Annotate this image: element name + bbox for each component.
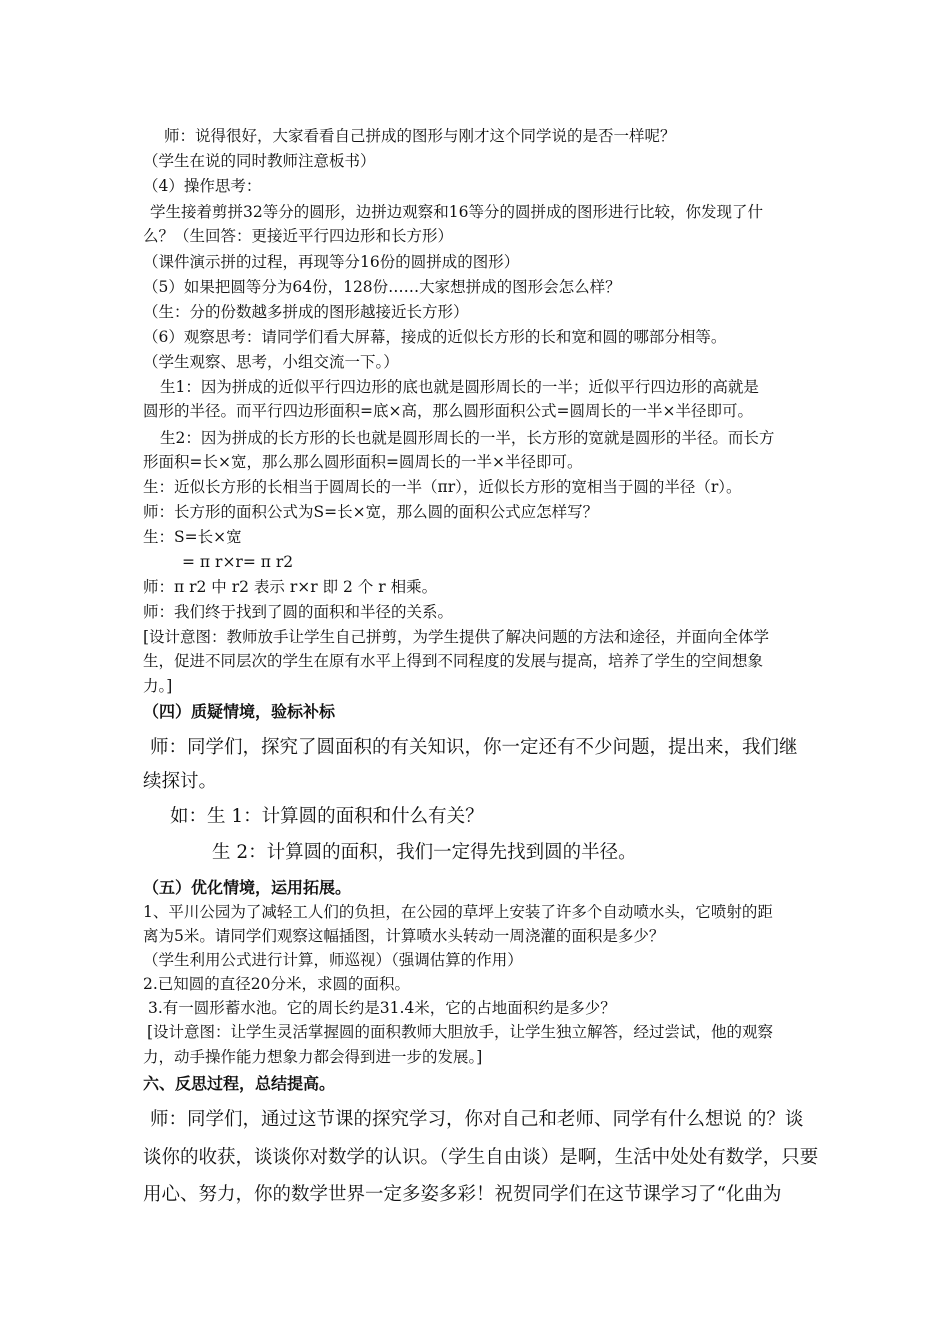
text-line: （学生利用公式进行计算，师巡视）（强调估算的作用） xyxy=(143,951,523,969)
text-line: 3.有一圆形蓄水池。它的周长约是31.4米，它的占地面积约是多少？ xyxy=(148,999,616,1017)
text-line: 力，动手操作能力想象力都会得到进一步的发展。] xyxy=(143,1048,483,1066)
text-line: 师：π r2 中 r2 表示 r×r 即 2 个 r 相乘。 xyxy=(143,578,438,596)
text-line: 生1：因为拼成的近似平行四边形的底也就是圆形周长的一半；近似平行四边形的高就是 xyxy=(160,378,759,396)
text-line: 形面积=长×宽，那么那么圆形面积=圆周长的一半×半径即可。 xyxy=(143,453,583,471)
text-line: （学生在说的同时教师注意板书） xyxy=(143,152,376,170)
text-line: [设计意图：让学生灵活掌握圆的面积教师大胆放手，让学生独立解答，经过尝试，他的观察 xyxy=(147,1023,774,1041)
text-line: 生：近似长方形的长相当于圆周长的一半（πr），近似长方形的宽相当于圆的半径（r）。 xyxy=(143,478,742,496)
text-line: 如：生 1：计算圆的面积和什么有关？ xyxy=(170,806,484,827)
text-line: 生，促进不同层次的学生在原有水平上得到不同程度的发展与提高，培养了学生的空间想象 xyxy=(143,652,764,670)
text-line: （5）如果把圆等分为64份，128份……大家想拼成的图形会怎么样？ xyxy=(143,278,621,296)
text-line: 力。] xyxy=(143,677,173,695)
text-line: 师：同学们，探究了圆面积的有关知识，你一定还有不少问题，提出来，我们继 xyxy=(150,737,798,758)
section-heading: 六、反思过程，总结提高。 xyxy=(143,1074,336,1093)
section-heading: （四）质疑情境，验标补标 xyxy=(143,702,336,721)
text-line: 离为5米。请同学们观察这幅插图，计算喷水头转动一周浇灌的面积是多少？ xyxy=(143,927,665,945)
text-line: 圆形的半径。而平行四边形面积=底×高，那么圆形面积公式=圆周长的一半×半径即可。 xyxy=(143,402,753,420)
text-line: 学生接着剪拼32等分的圆形，边拼边观察和16等分的圆拼成的图形进行比较，你发现了什 xyxy=(150,203,763,221)
text-line: [设计意图：教师放手让学生自己拼剪，为学生提供了解决问题的方法和途径，并面向全体学 xyxy=(143,628,770,646)
text-line: 师：说得很好，大家看看自己拼成的图形与刚才这个同学说的是否一样呢？ xyxy=(164,127,676,145)
section-heading: （五）优化情境，运用拓展。 xyxy=(143,878,352,897)
text-line: 生2：因为拼成的长方形的长也就是圆形周长的一半，长方形的宽就是圆形的半径。而长方 xyxy=(160,429,775,447)
text-line: = π r×r= π r2 xyxy=(182,553,294,571)
text-line: （生：分的份数越多拼成的图形越接近长方形） xyxy=(143,303,469,321)
text-line: （6）观察思考：请同学们看大屏幕，接成的近似长方形的长和宽和圆的哪部分相等。 xyxy=(143,328,727,346)
text-line: 师：同学们，通过这节课的探究学习，你对自己和老师、同学有什么想说 的？谈 xyxy=(150,1109,804,1130)
text-line: 谈你的收获，谈谈你对数学的认识。（学生自由谈）是啊，生活中处处有数学，只要 xyxy=(143,1147,819,1168)
text-line: 续探讨。 xyxy=(143,771,218,792)
text-line: 生：S=长×宽 xyxy=(143,528,242,546)
text-line: 师：长方形的面积公式为S=长×宽，那么圆的面积公式应怎样写？ xyxy=(143,503,599,521)
text-line: （课件演示拼的过程，再现等分16份的圆拼成的图形） xyxy=(143,253,520,271)
text-line: （学生观察、思考，小组交流一下。） xyxy=(143,353,399,371)
text-line: 2.已知圆的直径20分米，求圆的面积。 xyxy=(143,975,411,993)
text-line: 1、平川公园为了减轻工人们的负担，在公园的草坪上安装了许多个自动喷水头，它喷射的距 xyxy=(143,903,773,921)
text-line: 么？（生回答：更接近平行四边形和长方形） xyxy=(143,227,454,245)
text-line: 师：我们终于找到了圆的面积和半径的关系。 xyxy=(143,603,454,621)
text-line: 用心、努力，你的数学世界一定多姿多彩！祝贺同学们在这节课学习了“化曲为 xyxy=(143,1184,782,1205)
text-line: 生 2：计算圆的面积，我们一定得先找到圆的半径。 xyxy=(212,842,637,863)
text-line: （4）操作思考： xyxy=(143,177,262,195)
